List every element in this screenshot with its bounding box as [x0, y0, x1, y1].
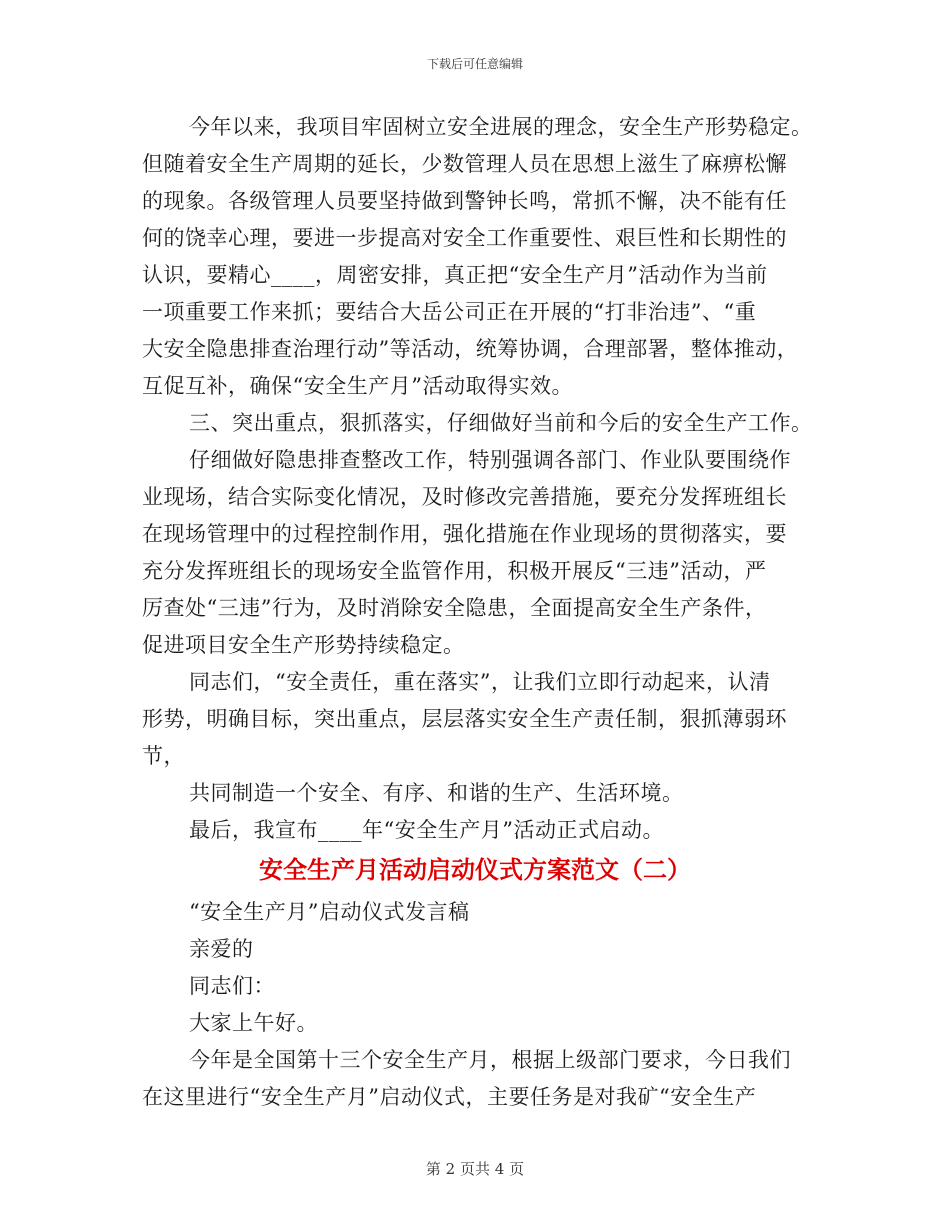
body-line: 共同制造一个安全、有序、和谐的生产、生活环境。	[189, 781, 684, 805]
body-line: 何的饶幸心理，要进一步提高对安全工作重要性、艰巨性和长期性的	[142, 226, 787, 250]
body-line: 厉查处“三违”行为，及时消除安全隐患，全面提高安全生产条件，	[142, 596, 767, 620]
body-line: 但随着安全生产周期的延长，少数管理人员在思想上滋生了麻痹松懈	[142, 152, 787, 176]
body-line: 亲爱的	[189, 937, 254, 961]
body-line: 一项重要工作来抓；要结合大岳公司正在开展的“打非治违”、“重	[142, 300, 757, 324]
body-line: 同志们，“安全责任，重在落实”，让我们立即行动起来，认清	[189, 670, 771, 694]
body-line: 形势，明确目标，突出重点，层层落实安全生产责任制，狠抓薄弱环	[142, 707, 787, 731]
body-line: 三、突出重点，狠抓落实，仔细做好当前和今后的安全生产工作。	[189, 411, 813, 435]
body-line: 的现象。各级管理人员要坚持做到警钟长鸣，常抓不懈，决不能有任	[142, 189, 787, 213]
body-line: 今年以来，我项目牢固树立安全进展的理念，安全生产形势稳定。	[189, 115, 813, 139]
body-line: 业现场，结合实际变化情况，及时修改完善措施，要充分发挥班组长	[142, 485, 787, 509]
body-line: 在这里进行“安全生产月”启动仪式，主要任务是对我矿“安全生产	[142, 1085, 757, 1109]
body-line: 仔细做好隐患排查整改工作，特别强调各部门、作业队要围绕作	[189, 448, 791, 472]
body-line: 大安全隐患排查治理行动”等活动，统筹协调，合理部署，整体推动，	[142, 337, 799, 361]
body-line: 在现场管理中的过程控制作用，强化措施在作业现场的贯彻落实，要	[142, 522, 787, 546]
page-header: 下载后可任意编辑	[426, 57, 523, 71]
body-line: “安全生产月”启动仪式发言稿	[189, 900, 470, 924]
body-line: 认识，要精心____，周密安排，真正把“安全生产月”活动作为当前	[142, 263, 768, 287]
body-line: 促进项目安全生产形势持续稳定。	[142, 633, 465, 657]
body-line: 同志们：	[189, 974, 275, 998]
page-footer: 第 2 页共 4 页	[425, 1160, 525, 1178]
body-line: 充分发挥班组长的现场安全监管作用，积极开展反“三违”活动，严	[142, 559, 767, 583]
body-line: 最后，我宣布____年“安全生产月”活动正式启动。	[189, 818, 664, 842]
section-title: 安全生产月活动启动仪式方案范文（二）	[259, 855, 691, 884]
body-line: 今年是全国第十三个安全生产月，根据上级部门要求，今日我们	[189, 1048, 791, 1072]
body-line: 节，	[142, 744, 185, 768]
body-line: 互促互补，确保“安全生产月”活动取得实效。	[142, 374, 573, 398]
body-line: 大家上午好。	[189, 1011, 318, 1035]
